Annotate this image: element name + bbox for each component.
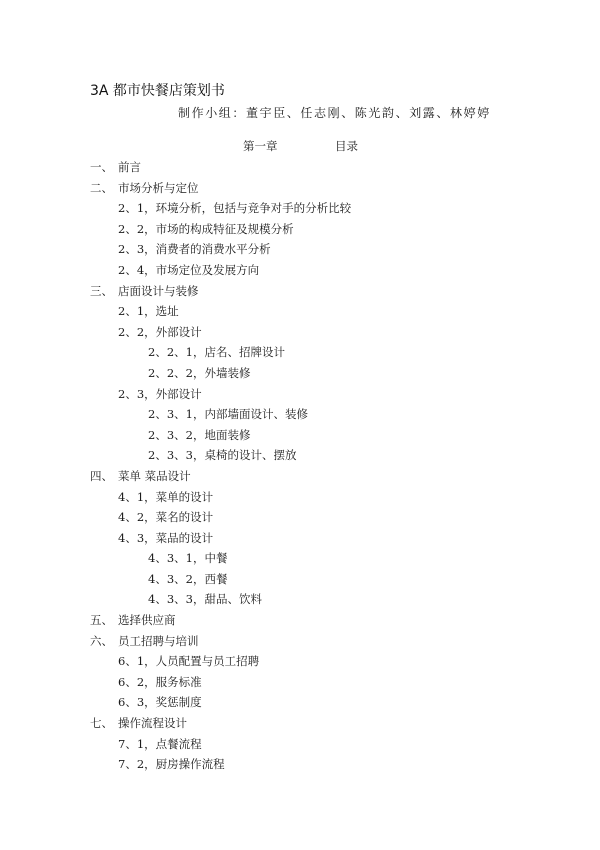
toc-subitem: 2、3、1，内部墙面设计、装修	[148, 407, 308, 422]
toc-heading: 目录	[335, 139, 358, 153]
toc-section-heading	[0, 178, 600, 199]
toc-item: 2、2，市场的构成特征及规模分析	[118, 221, 294, 236]
toc-item: 2、1，选址	[118, 304, 179, 319]
toc-subitem: 4、3、3，甜品、饮料	[148, 592, 262, 607]
toc-section-heading	[0, 466, 600, 487]
toc-item: 2、1，环境分析，包括与竞争对手的分析比较	[118, 201, 352, 216]
section-number: 四、	[90, 468, 113, 483]
toc-subitem: 2、3、3，桌椅的设计、摆放	[148, 448, 297, 463]
section-number: 七、	[90, 716, 113, 731]
toc-section	[0, 713, 600, 775]
toc-subitem: 4、3、2，西餐	[148, 571, 228, 586]
toc-subitem: 2、2、2，外墙装修	[148, 365, 251, 380]
toc-item: 6、3，奖惩制度	[118, 695, 202, 710]
section-number: 三、	[90, 283, 113, 298]
toc-item: 4、2，菜名的设计	[118, 510, 214, 525]
toc-item: 4、1，菜单的设计	[118, 489, 214, 504]
toc-subitem: 4、3、1，中餐	[148, 551, 228, 566]
toc-item: 2、2，外部设计	[118, 324, 202, 339]
toc-item: 7、2，厨房操作流程	[118, 757, 225, 772]
toc-item: 2、3，外部设计	[118, 386, 202, 401]
table-of-contents	[0, 157, 600, 775]
toc-item: 7、1，点餐流程	[118, 736, 202, 751]
section-title: 市场分析与定位	[118, 180, 199, 195]
toc-item: 6、1，人员配置与员工招聘	[118, 654, 260, 669]
toc-section-heading	[0, 610, 600, 631]
toc-section	[0, 281, 600, 466]
toc-item: 4、3，菜品的设计	[118, 530, 214, 545]
toc-section-heading	[0, 631, 600, 652]
section-number: 二、	[90, 180, 113, 195]
toc-section	[0, 466, 600, 610]
toc-section-heading	[0, 713, 600, 734]
chapter-label: 第一章	[243, 139, 278, 153]
toc-section	[0, 631, 600, 713]
toc-subitem: 2、2、1，店名、招牌设计	[148, 345, 285, 360]
section-title: 前言	[118, 160, 141, 174]
toc-section-heading	[0, 281, 600, 302]
section-title: 选择供应商	[118, 613, 176, 628]
toc-section	[0, 157, 600, 178]
section-title: 员工招聘与培训	[118, 633, 199, 648]
toc-item: 2、4，市场定位及发展方向	[118, 262, 260, 277]
author-line: 制作小组：董宇臣、任志刚、陈光韵、刘露、林婷婷	[178, 106, 491, 120]
section-title: 店面设计与装修	[118, 283, 199, 298]
toc-section	[0, 610, 600, 631]
toc-subitem: 2、3、2，地面装修	[148, 427, 251, 442]
toc-section-heading	[0, 157, 600, 178]
document-title: 3A 都市快餐店策划书	[90, 83, 225, 99]
section-title: 操作流程设计	[118, 716, 187, 731]
toc-item: 2、3，消费者的消费水平分析	[118, 242, 271, 257]
toc-section	[0, 178, 600, 281]
toc-item: 6、2，服务标准	[118, 674, 202, 689]
section-number: 五、	[90, 613, 113, 628]
section-title: 菜单 菜品设计	[118, 468, 191, 483]
section-number: 一、	[90, 160, 113, 174]
section-number: 六、	[90, 633, 113, 648]
